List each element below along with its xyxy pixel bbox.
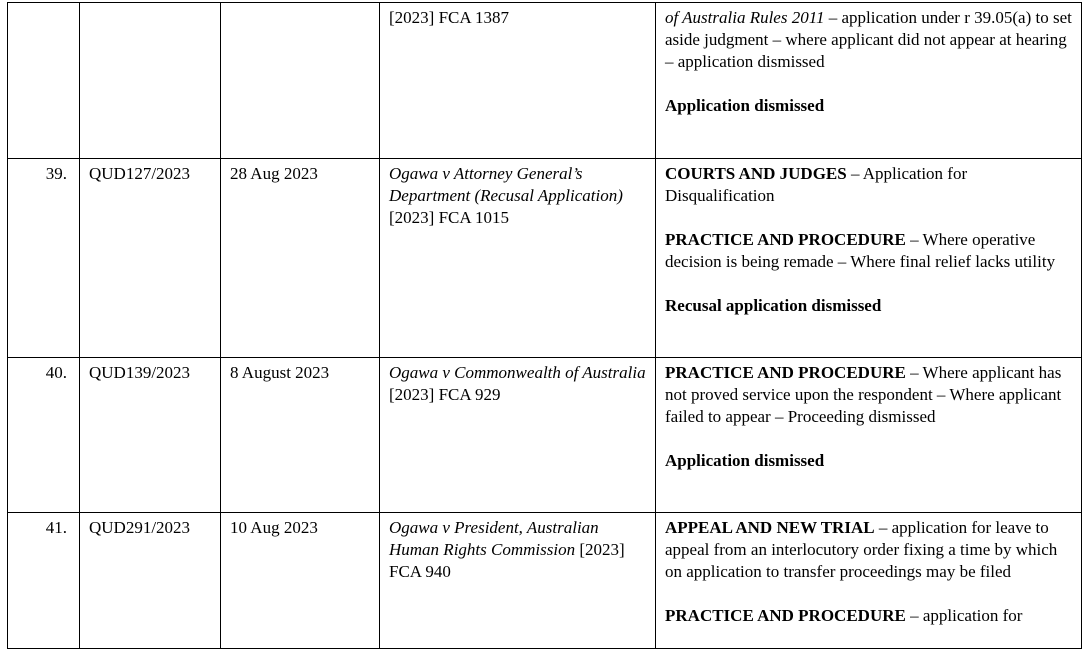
catchword-text: – Where operative decision is being remade – Where final relief lacks utility — [665, 230, 1056, 271]
case-name: Ogawa v Attorney General’s Department (Recusal Application) — [389, 164, 623, 205]
citation: [2023] FCA 940 — [389, 540, 625, 581]
citation: [2023] FCA 929 — [389, 385, 501, 404]
case-citation — [380, 358, 656, 513]
catchwords-paragraph — [665, 362, 1072, 428]
outcome: Application dismissed — [665, 96, 825, 115]
case-citation — [380, 159, 656, 358]
table-row — [8, 358, 1082, 513]
catchwords — [656, 3, 1082, 159]
catchwords-paragraph — [665, 605, 1072, 627]
catchword-text: – Application for Disqualification — [665, 164, 968, 205]
table-row — [8, 159, 1082, 358]
catchwords-paragraph — [665, 517, 1072, 583]
file-number — [80, 3, 221, 159]
catchwords-paragraph — [665, 163, 1072, 207]
catchword-text: – application for — [905, 606, 1023, 625]
table-row — [8, 3, 1082, 159]
judgments-table — [7, 2, 1082, 649]
file-number: QUD139/2023 — [80, 358, 221, 513]
citation: [2023] FCA 1015 — [389, 208, 509, 227]
catchword-heading: PRACTICE AND PROCEDURE — [665, 230, 906, 249]
row-number: 41. — [8, 513, 80, 649]
case-citation — [380, 3, 656, 159]
catchword-heading: PRACTICE AND PROCEDURE — [665, 363, 906, 382]
case-citation — [380, 513, 656, 649]
row-number: 39. — [8, 159, 80, 358]
catchwords — [656, 513, 1082, 649]
judgment-date: 10 Aug 2023 — [221, 513, 380, 649]
table-row — [8, 513, 1082, 649]
catchwords-text — [665, 7, 1072, 73]
judgment-date — [221, 3, 380, 159]
judgment-date: 28 Aug 2023 — [221, 159, 380, 358]
outcome: Application dismissed — [665, 451, 825, 470]
act-title: of Australia Rules 2011 — [665, 8, 825, 27]
citation: [2023] FCA 1387 — [389, 8, 509, 27]
row-number — [8, 3, 80, 159]
case-name: Ogawa v Commonwealth of Australia — [389, 363, 646, 382]
catchword-heading: APPEAL AND NEW TRIAL — [665, 518, 875, 537]
file-number: QUD127/2023 — [80, 159, 221, 358]
catchwords-line: aside judgment – where applicant did not appear at hearing – application dismissed — [665, 30, 1067, 71]
catchwords — [656, 159, 1082, 358]
case-name: Ogawa v President, Australian Human Rights Commission — [389, 518, 599, 559]
catchword-heading: PRACTICE AND PROCEDURE — [665, 606, 906, 625]
judgment-date: 8 August 2023 — [221, 358, 380, 513]
file-number: QUD291/2023 — [80, 513, 221, 649]
catchwords-line: – application under r 39.05(a) to set — [824, 8, 1072, 27]
catchwords-paragraph — [665, 229, 1072, 273]
catchword-text: – Where applicant has not proved service upon the respondent – Where applicant failed to appear – Proceeding dismissed — [665, 363, 1062, 426]
outcome: Recusal application dismissed — [665, 296, 882, 315]
catchword-heading: COURTS AND JUDGES — [665, 164, 847, 183]
catchword-text: – application for leave to appeal from an interlocutory order fixing a time by which on application to transfer proceedings may be filed — [665, 518, 1058, 581]
row-number: 40. — [8, 358, 80, 513]
catchwords — [656, 358, 1082, 513]
